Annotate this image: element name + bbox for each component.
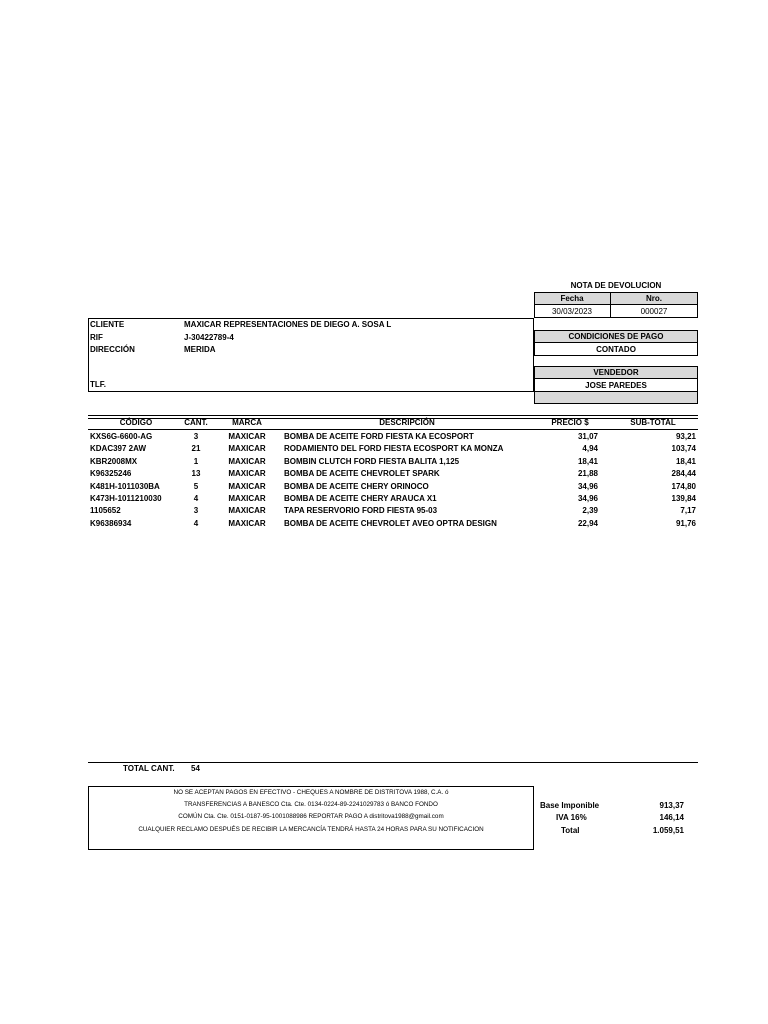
cell-codigo: KXS6G-6600-AG — [90, 432, 153, 441]
client-box — [88, 318, 534, 392]
cell-codigo: K96325246 — [90, 469, 132, 479]
cell-descripcion: BOMBIN CLUTCH FORD FIESTA BALITA 1,125 — [284, 456, 460, 466]
table-row — [88, 481, 700, 493]
cell-precio: 34,96 — [577, 481, 598, 491]
nro-label: Nro. — [646, 294, 662, 303]
total-cant-label: TOTAL CANT. — [123, 764, 175, 773]
fecha-label: Fecha — [560, 294, 584, 303]
table-row — [88, 518, 700, 530]
cell-descripcion: BOMBA DE ACEITE CHERY ARAUCA X1 — [284, 494, 437, 503]
cell-cant: 4 — [193, 518, 199, 528]
cell-marca: MAXICAR — [228, 506, 266, 516]
document-title: NOTA DE DEVOLUCION — [570, 281, 662, 290]
cell-precio: 22,94 — [577, 518, 598, 528]
cell-precio: 21,88 — [577, 469, 598, 479]
cell-marca: MAXICAR — [228, 469, 266, 479]
cell-marca: MAXICAR — [228, 494, 266, 503]
cell-subtotal: 174,80 — [671, 481, 696, 491]
base-imponible-label: Base Imponible — [540, 801, 600, 810]
cell-marca: MAXICAR — [228, 432, 266, 441]
table-row — [88, 456, 700, 468]
header-marca: MARCA — [232, 418, 262, 427]
total-value: 1.059,51 — [652, 826, 684, 835]
cell-marca: MAXICAR — [228, 481, 266, 491]
cell-descripcion: RODAMIENTO DEL FORD FIESTA ECOSPORT KA MONZA — [284, 444, 504, 454]
cell-cant: 5 — [193, 481, 199, 491]
note-line-4: CUALQUIER RECLAMO DESPUÉS DE RECIBIR LA MERCANCÍA TENDRÁ HASTA 24 HORAS PARA SU NOTIFICACION — [138, 826, 484, 833]
cell-descripcion: TAPA RESERVORIO FORD FIESTA 95-03 — [284, 506, 438, 516]
cell-descripcion: BOMBA DE ACEITE CHEVROLET AVEO OPTRA DESIGN — [284, 518, 497, 528]
cell-cant: 4 — [193, 494, 199, 503]
cell-cant: 1 — [193, 456, 199, 466]
cell-descripcion: BOMBA DE ACEITE CHERY ORINOCO — [284, 481, 429, 491]
iva-label: IVA 16% — [556, 813, 587, 822]
cell-precio: 2,39 — [582, 506, 598, 516]
cell-codigo: K96386934 — [90, 518, 132, 528]
direccion-label: DIRECCIÓN — [90, 345, 135, 354]
table-row — [88, 431, 700, 443]
conditions-label: CONDICIONES DE PAGO — [568, 332, 664, 341]
header-precio: PRECIO $ — [551, 418, 589, 427]
tlf-label: TLF. — [90, 380, 106, 389]
cell-codigo: 1105652 — [90, 506, 121, 516]
cell-precio: 4,94 — [582, 444, 598, 454]
rif-label: RIF — [90, 333, 103, 342]
cell-subtotal: 91,76 — [675, 518, 696, 528]
header-cant: CANT. — [184, 418, 208, 427]
table-row — [88, 443, 700, 455]
rif-value: J-30422789-4 — [184, 333, 234, 342]
cell-marca: MAXICAR — [228, 518, 266, 528]
cell-precio: 31,07 — [577, 432, 598, 441]
cell-codigo: KDAC397 2AW — [90, 444, 147, 454]
direccion-value: MERIDA — [184, 345, 216, 354]
fecha-value: 30/03/2023 — [551, 307, 593, 316]
note-line-1: NO SE ACEPTAN PAGOS EN EFECTIVO - CHEQUES A NOMBRE DE DISTRITOVA 1988, C.A. ó — [173, 789, 449, 796]
cell-subtotal: 18,41 — [675, 456, 696, 466]
table-row — [88, 468, 700, 480]
cell-marca: MAXICAR — [228, 444, 266, 454]
total-label: Total — [561, 826, 580, 835]
cell-codigo: KBR2008MX — [90, 456, 138, 466]
cell-cant: 3 — [193, 432, 199, 441]
cell-subtotal: 103,74 — [671, 444, 696, 454]
table-row — [88, 505, 700, 517]
note-line-3: COMÚN Cta. Cte. 0151-0187-95-1001088986 REPORTAR PAGO A distritova1988@gmail.com — [178, 813, 444, 820]
seller-value: JOSE PAREDES — [585, 381, 647, 390]
cell-subtotal: 284,44 — [671, 469, 696, 479]
header-descripcion: DESCRIPCIÓN — [379, 418, 435, 427]
total-cant-value: 54 — [191, 764, 200, 773]
cell-cant: 13 — [191, 469, 201, 479]
cliente-value: MAXICAR REPRESENTACIONES DE DIEGO A. SOSA L — [184, 320, 392, 329]
cell-cant: 21 — [191, 444, 201, 454]
header-subtotal: SUB-TOTAL — [630, 418, 676, 427]
cell-cant: 3 — [193, 506, 199, 516]
header-codigo: CÓDIGO — [119, 418, 153, 427]
conditions-value: CONTADO — [596, 345, 636, 354]
table-row — [88, 493, 700, 505]
cell-marca: MAXICAR — [228, 456, 266, 466]
iva-value: 146,14 — [659, 813, 684, 822]
cell-codigo: K481H-1011030BA — [90, 481, 160, 491]
cell-codigo: K473H-1011210030 — [90, 494, 162, 503]
cell-subtotal: 7,17 — [680, 506, 696, 516]
cell-subtotal: 139,84 — [671, 494, 696, 503]
cell-descripcion: BOMBA DE ACEITE CHEVROLET SPARK — [284, 469, 440, 479]
seller-label: VENDEDOR — [593, 368, 639, 377]
cell-subtotal: 93,21 — [675, 432, 696, 441]
cliente-label: CLIENTE — [90, 320, 125, 329]
cell-descripcion: BOMBA DE ACEITE FORD FIESTA KA ECOSPORT — [284, 432, 474, 441]
cell-precio: 18,41 — [577, 456, 598, 466]
base-imponible-value: 913,37 — [659, 801, 684, 810]
note-line-2: TRANSFERENCIAS A BANESCO Cta. Cte. 0134-0224-89-2241029783 ó BANCO FONDO — [184, 801, 438, 808]
nro-value: 000027 — [640, 307, 668, 316]
cell-precio: 34,96 — [577, 494, 598, 503]
table-header — [88, 417, 700, 429]
